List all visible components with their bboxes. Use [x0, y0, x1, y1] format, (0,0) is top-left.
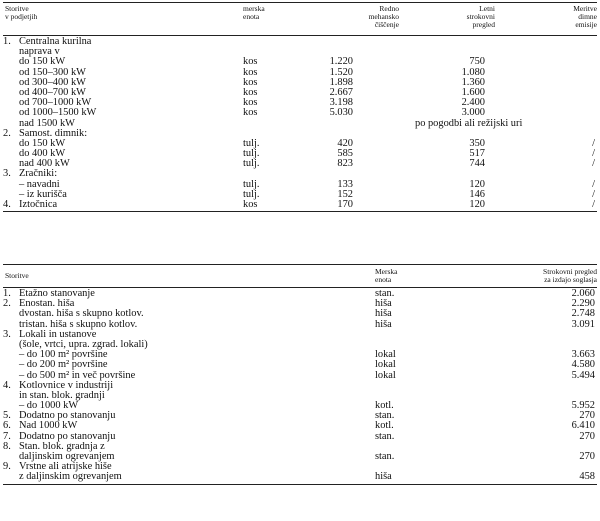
review-price: 5.494: [571, 369, 595, 381]
row-label: od 150–300 kW: [19, 66, 86, 78]
row-label: do 400 kW: [19, 148, 66, 160]
review-price: 2.060: [571, 288, 595, 299]
regular-cleaning-price: 170: [337, 199, 353, 210]
row-label: Iztočnica: [19, 199, 58, 210]
row-label: Etažno stanovanje: [19, 288, 95, 299]
row-number: 9.: [3, 461, 11, 473]
review-price: 3.091: [571, 318, 595, 330]
col-header-review: Strokovni pregled za izdajo soglasja: [543, 267, 597, 284]
regular-cleaning-price: 1.520: [329, 66, 353, 78]
table-header: [3, 265, 597, 287]
row-label: Enostan. hiša: [19, 298, 75, 310]
annual-review-price: 2.400: [461, 97, 485, 109]
row-label: nad 1500 kW: [19, 117, 75, 129]
col-header-annual: Letni strokovni pregled: [466, 4, 495, 29]
unit-cell: tulj.: [243, 148, 260, 160]
unit-cell: kos: [243, 66, 258, 78]
unit-cell: hiša: [375, 471, 392, 483]
unit-cell: lokal: [375, 349, 396, 361]
row-label: od 700–1000 kW: [19, 97, 92, 109]
row-label: – do 100 m² površine: [19, 349, 108, 361]
col-header-regular: Redno mehansko čiščenje: [368, 4, 399, 29]
unit-cell: kos: [243, 56, 258, 68]
row-label: dvostan. hiša s skupno kotlov.: [19, 308, 144, 320]
table-row: [3, 289, 597, 299]
row-number: 1.: [3, 36, 11, 47]
row-label: Kotlovnice v industriji: [19, 379, 114, 391]
unit-cell: kotl.: [375, 420, 394, 432]
table-row: [3, 108, 597, 118]
regular-cleaning-price: 133: [337, 178, 353, 190]
col-header-emissions: Meritve dimne emisije: [573, 4, 597, 29]
row-label: – do 200 m² površine: [19, 359, 108, 371]
row-label: Centralna kurilna: [19, 36, 92, 47]
annual-review-price: 120: [469, 178, 485, 190]
regular-cleaning-price: 2.667: [329, 86, 353, 98]
unit-cell: tulj.: [243, 158, 260, 170]
unit-cell: stan.: [375, 410, 395, 422]
row-label: tristan. hiša s skupno kotlov.: [19, 318, 138, 330]
regular-cleaning-price: 585: [337, 148, 353, 160]
unit-cell: hiša: [375, 298, 392, 310]
row-label: od 1000–1500 kW: [19, 107, 97, 119]
annual-review-price: 517: [469, 148, 485, 160]
regular-cleaning-price: 3.198: [329, 97, 353, 109]
row-label: do 150 kW: [19, 137, 66, 149]
table-row: [3, 180, 597, 190]
annual-review-price: 1.080: [461, 66, 485, 78]
table-row: [3, 411, 597, 421]
annual-review-price: 3.000: [461, 107, 485, 119]
unit-cell: stan.: [375, 451, 395, 462]
table-row: [3, 37, 597, 47]
unit-cell: hiša: [375, 318, 392, 330]
table-row: [3, 78, 597, 88]
table-row: [3, 472, 597, 482]
table-row: [3, 159, 597, 169]
emission-measurement: /: [592, 178, 595, 190]
table-row: [3, 139, 597, 149]
regular-cleaning-price: 152: [337, 188, 353, 200]
row-number: 3.: [3, 168, 11, 180]
review-price: 2.290: [571, 298, 595, 310]
row-label: od 400–700 kW: [19, 86, 86, 98]
row-label: nad 400 kW: [19, 158, 70, 170]
unit-cell: kos: [243, 86, 258, 98]
table-body: [3, 36, 597, 210]
unit-cell: stan.: [375, 288, 395, 299]
row-label: do 150 kW: [19, 56, 66, 68]
annual-review-price: 1.600: [461, 86, 485, 98]
unit-cell: kos: [243, 107, 258, 119]
row-label: Nad 1000 kW: [19, 420, 78, 432]
table-row: [3, 88, 597, 98]
table-row: [3, 391, 597, 401]
col-header-unit: merska enota: [243, 4, 265, 21]
table-header: [3, 3, 597, 29]
row-number: 2.: [3, 298, 11, 310]
regular-cleaning-price: 420: [337, 137, 353, 149]
unit-cell: tulj.: [243, 188, 260, 200]
review-price: 2.748: [571, 308, 595, 320]
row-number: 6.: [3, 420, 11, 432]
table-row: [3, 169, 597, 179]
review-price: 5.952: [571, 400, 595, 412]
row-label: – iz kurišča: [19, 188, 67, 200]
emission-measurement: /: [592, 137, 595, 149]
table-bottom-rule: [3, 211, 597, 212]
unit-cell: tulj.: [243, 178, 260, 190]
row-number: 4.: [3, 379, 11, 391]
table-body: [3, 288, 597, 483]
table-bottom-rule: [3, 484, 597, 485]
unit-cell: lokal: [375, 369, 396, 381]
unit-cell: stan.: [375, 430, 395, 442]
row-label: – do 1000 kW: [19, 400, 79, 412]
review-price: 270: [579, 430, 595, 442]
row-number: 1.: [3, 288, 11, 299]
emission-measurement: /: [592, 148, 595, 160]
service-price-table-1: [3, 2, 597, 212]
table-row: [3, 360, 597, 370]
col-header-service: Storitve: [5, 271, 29, 280]
row-number: 7.: [3, 430, 11, 442]
annual-review-price: 750: [469, 56, 485, 68]
table-row: [3, 57, 597, 67]
review-price: 4.580: [571, 359, 595, 371]
table-row: [3, 190, 597, 200]
regular-cleaning-price: 1.898: [329, 76, 353, 88]
row-label: – do 500 m² in več površine: [19, 369, 136, 381]
review-price: 270: [579, 451, 595, 462]
table-row: [3, 119, 597, 129]
row-number: 3.: [3, 328, 11, 340]
regular-cleaning-price: 5.030: [329, 107, 353, 119]
emission-measurement: /: [592, 188, 595, 200]
row-label: – navadni: [19, 178, 60, 190]
annual-review-price: 350: [469, 137, 485, 149]
emission-measurement: /: [592, 199, 595, 210]
annual-review-price: 744: [469, 158, 485, 170]
table-row: [3, 129, 597, 139]
review-price: 458: [579, 471, 595, 483]
review-price: 3.663: [571, 349, 595, 361]
table-row: [3, 149, 597, 159]
row-label: daljinskim ogrevanjem: [19, 451, 115, 462]
annual-review-price: 146: [469, 188, 485, 200]
row-label: Zračniki:: [19, 168, 58, 180]
row-number: 5.: [3, 410, 11, 422]
col-header-unit: Merska enota: [375, 267, 398, 284]
unit-cell: hiša: [375, 308, 392, 320]
annual-review-price: 1.360: [461, 76, 485, 88]
row-number: 4.: [3, 199, 11, 210]
row-label: Dodatno po stanovanju: [19, 410, 116, 422]
service-price-table-2: [3, 264, 597, 485]
review-price: 6.410: [571, 420, 595, 432]
emission-measurement: /: [592, 158, 595, 170]
table-row: [3, 68, 597, 78]
row-label: z daljinskim ogrevanjem: [19, 471, 122, 483]
table-row: [3, 47, 597, 57]
review-price: 270: [579, 410, 595, 422]
col-header-service: Storitve v podjetjih: [5, 4, 38, 21]
row-label: od 300–400 kW: [19, 76, 86, 88]
row-label: Stan. blok. gradnja z: [19, 440, 105, 452]
table-row: [3, 200, 597, 210]
unit-cell: kos: [243, 97, 258, 109]
row-label: Vrstne ali atrijske hiše: [19, 461, 112, 473]
regular-cleaning-price: 823: [337, 158, 353, 170]
unit-cell: tulj.: [243, 137, 260, 149]
unit-cell: kotl.: [375, 400, 394, 412]
row-label: Samost. dimnik:: [19, 127, 88, 139]
row-label: in stan. blok. gradnji: [19, 389, 105, 401]
row-number: 8.: [3, 440, 11, 452]
row-label: Lokali in ustanove: [19, 328, 97, 340]
row-label: Dodatno po stanovanju: [19, 430, 116, 442]
row-label: (šole, vrtci, upra. zgrad. lokali): [19, 338, 148, 350]
row-label: naprava v: [19, 46, 60, 58]
unit-cell: kos: [243, 199, 258, 210]
unit-cell: kos: [243, 76, 258, 88]
unit-cell: lokal: [375, 359, 396, 371]
row-number: 2.: [3, 127, 11, 139]
annual-review-price: 120: [469, 199, 485, 210]
regular-cleaning-price: 1.220: [329, 56, 353, 68]
contract-note: po pogodbi ali režijski uri: [415, 117, 523, 129]
